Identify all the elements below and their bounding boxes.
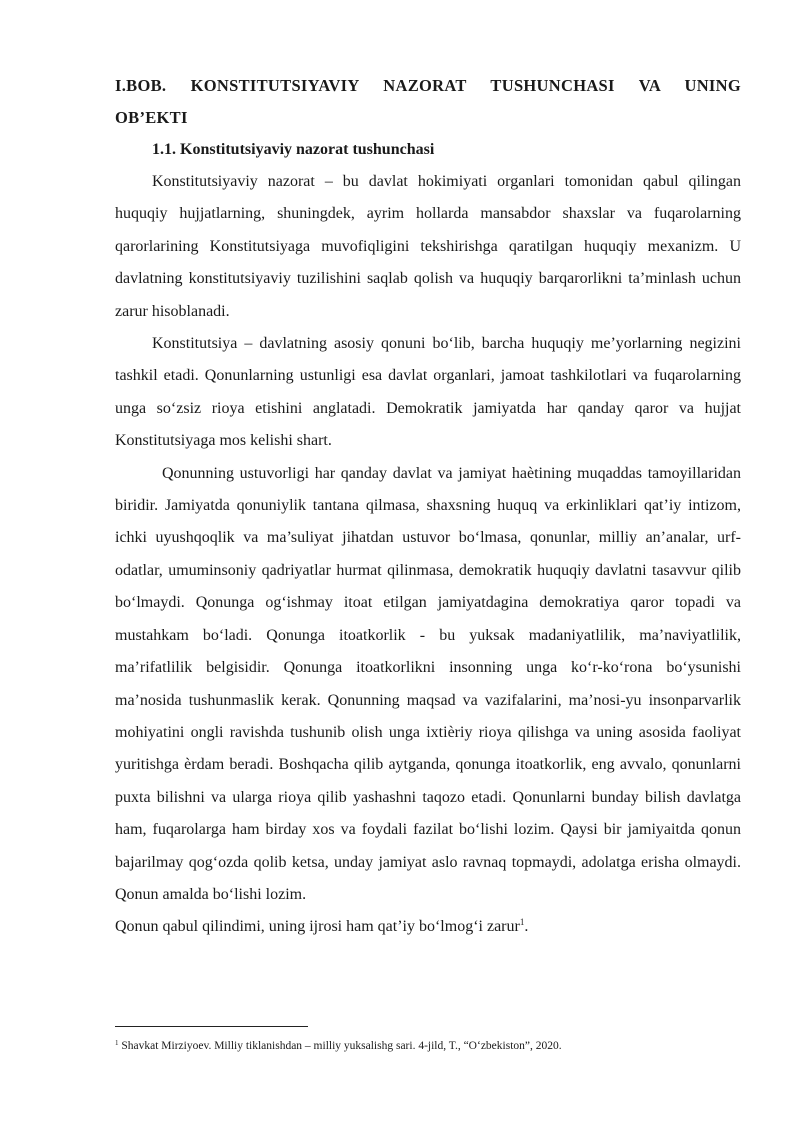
chapter-title — [115, 70, 741, 134]
document-body — [115, 70, 741, 944]
closing-line — [115, 911, 741, 943]
footnote-divider — [115, 1026, 308, 1027]
chapter-title-line2: OB’EKTI — [115, 108, 188, 127]
closing-line-text: Qonun qabul qilindimi, uning ijrosi ham qat’iy bo‘lmog‘i zarur — [115, 918, 520, 936]
paragraph-1: Konstitutsiyaviy nazorat – bu davlat hokimiyati organlari tomonidan qabul qilingan huquqiy hujjatlarning, shuningdek, ayrim hollarda mansabdor shaxslar va fuqarolarning qarorlarining Konstitutsiyaga muvofiqligini tekshirishga qaratilgan huquqiy mexanizm. U davlatning konstitutsiyaviy tuzilishini saqlab qolish va huquqiy barqarorlikni ta’minlash uchun zarur hisoblanadi. — [115, 173, 741, 320]
footnote — [115, 1038, 755, 1054]
paragraph-3: Qonunning ustuvorligi har qanday davlat va jamiyat haètining muqaddas tamoyillaridan biridir. Jamiyatda qonuniylik tantana qilmasa, shaxsning huquq va erkinliklari qat’iy intizom, ichki uyushqoqlik va ma’suliyat jihatdan ustuvor bo‘lmasa, qonunlar, milliy an’analar, urf-odatlar, umuminsoniy qadriyatlar hurmat qilinmasa, demokratik huquqiy davlatni tasavvur qilib bo‘lmaydi. Qonunga og‘ishmay itoat etilgan jamiyatdagina demokratiya qaror topadi va mustahkam bo‘ladi. Qonunga itoatkorlik - bu yuksak madaniyatlilik, ma’naviyatlilik, ma’rifatlilik belgisidir. Qonunga itoatkorlikni insonning unga ko‘r-ko‘rona bo‘ysunishi ma’nosida tushunmaslik kerak. Qonunning maqsad va vazifalarini, ma’nosi-yu insonparvarlik mohiyatini ongli ravishda tushunib olish unga ixtièriy rioya qilishga va uning asosida faoliyat yuritishga èrdam beradi. Boshqacha qilib aytganda, qonunga itoatkorlik, eng avvalo, qonunlarni puxta bilishni va ularga rioya qilib yashashni taqozo etadi. Qonunlarni bunday bilish davlatga ham, fuqarolarga ham birday xos va foydali fazilat bo‘lishi lozim. Qaysi bir jamiyaitda qonun bajarilmay qog‘ozda qolib ketsa, unday jamiyat aslo ravnaq topmaydi, adolatga erisha olmaydi. Qonun amalda bo‘lishi lozim. — [115, 464, 741, 903]
closing-line-end: . — [524, 918, 529, 936]
footnote-text: Shavkat Mirziyoev. Milliy tiklanishdan – milliy yuksalishg sari. 4-jild, T., “O‘zbekiston”, 2020. — [118, 1040, 562, 1052]
paragraph-2: Konstitutsiya – davlatning asosiy qonuni bo‘lib, barcha huquqiy me’yorlarning negizini tashkil etadi. Qonunlarning ustunligi esa davlat organlari, jamoat tashkilotlari va fuqarolarning unga so‘zsiz rioya etishini anglatadi. Demokratik jamiyatda har qanday qaror va hujjat Konstitutsiyaga mos kelishi shart. — [115, 335, 741, 450]
footnote-number: 1 — [115, 1039, 119, 1047]
section-title: 1.1. Konstitutsiyaviy nazorat tushunchasi — [152, 141, 435, 158]
footnote-reference[interactable]: 1 — [519, 917, 525, 928]
chapter-title-line1: I.BOB. KONSTITUTSIYAVIY NAZORAT TUSHUNCHASI VA UNING — [115, 76, 741, 95]
